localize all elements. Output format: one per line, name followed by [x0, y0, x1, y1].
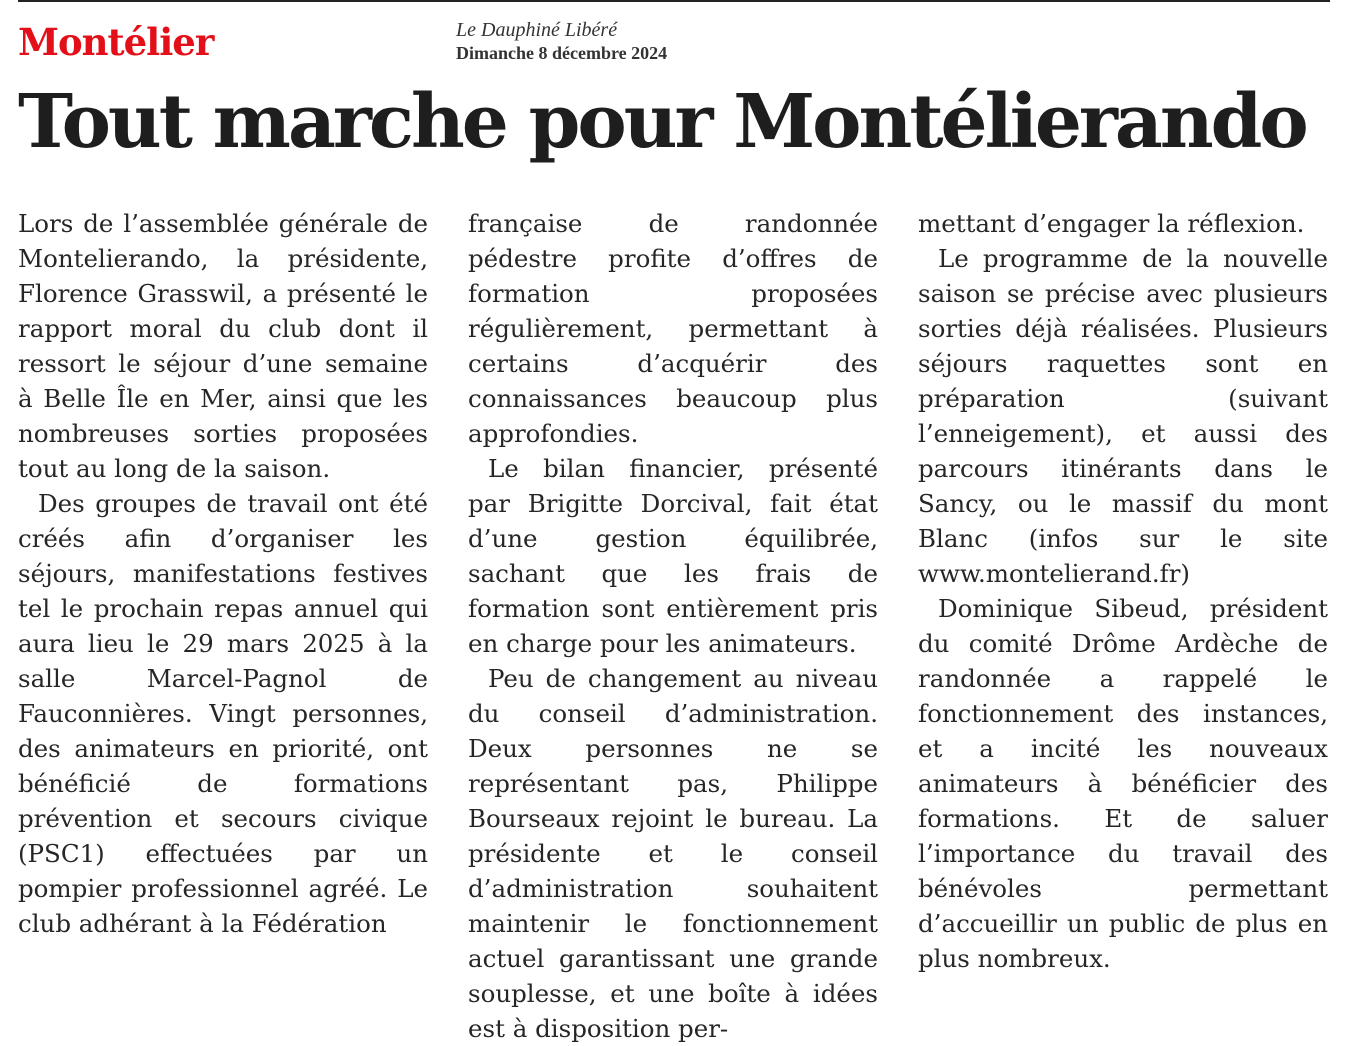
article-body [18, 206, 1330, 1043]
article-column-2 [468, 206, 878, 1046]
newspaper-name: Le Dauphiné Libéré [456, 19, 618, 41]
top-rule [18, 0, 1330, 2]
publication-date: Dimanche 8 décembre 2024 [456, 43, 668, 63]
paragraph: Des groupes de travail ont été créés afin d’organiser les séjours, manifestations festives tel le prochain repas annuel qui aura lieu le 29 mars 2025 à la salle Marcel-Pagnol de Fauconnières. Vingt personnes, des animateurs en priorité, ont bénéficié de formations prévention et secours civique (PSC1) effectuées par un pompier professionnel agréé. Le club adhérant à la Fédération [18, 489, 428, 938]
paragraph: mettant d’engager la réflexion. [918, 209, 1305, 238]
masthead [456, 18, 667, 64]
paragraph: française de randonnée pédestre profite d’offres de formation proposées régulièrement, permettant à certains d’acquérir des connaissances beaucoup plus approfondies. [468, 209, 878, 448]
paragraph: Peu de changement au niveau du conseil d’administration. Deux personnes ne se représentant pas, Philippe Bourseaux rejoint le bureau. La présidente et le conseil d’administration souhaitent maintenir le fonctionnement actuel garantissant une grande souplesse, et une boîte à idées est à disposition per- [468, 664, 878, 1043]
paragraph: Dominique Sibeud, président du comité Drôme Ardèche de randonnée a rappelé le fonctionnement des instances, et a incité les nouveaux animateurs à bénéficier des formations. Et de saluer l’importance du travail des bénévoles permettant d’accueillir un public de plus en plus nombreux. [918, 594, 1328, 973]
paragraph: Le programme de la nouvelle saison se précise avec plusieurs sorties déjà réalisées. Plusieurs séjours raquettes sont en préparation (suivant l’enneigement), et aussi des parcours itinérants dans le Sancy, ou le massif du mont Blanc (infos sur le site www.montelierand.fr) [918, 244, 1328, 588]
article-column-3 [918, 206, 1328, 976]
section-label: Montélier [18, 20, 214, 64]
paragraph: Le bilan financier, présenté par Brigitte Dorcival, fait état d’une gestion équilibrée, sachant que les frais de formation sont entièrement pris en charge pour les animateurs. [468, 454, 878, 658]
headline: Tout marche pour Montélierando [18, 79, 1306, 165]
article-column-1 [18, 206, 428, 941]
paragraph: Lors de l’assemblée générale de Montelierando, la présidente, Florence Grasswil, a présenté le rapport moral du club dont il ressort le séjour d’une semaine à Belle Île en Mer, ainsi que les nombreuses sorties proposées tout au long de la saison. [18, 209, 428, 483]
